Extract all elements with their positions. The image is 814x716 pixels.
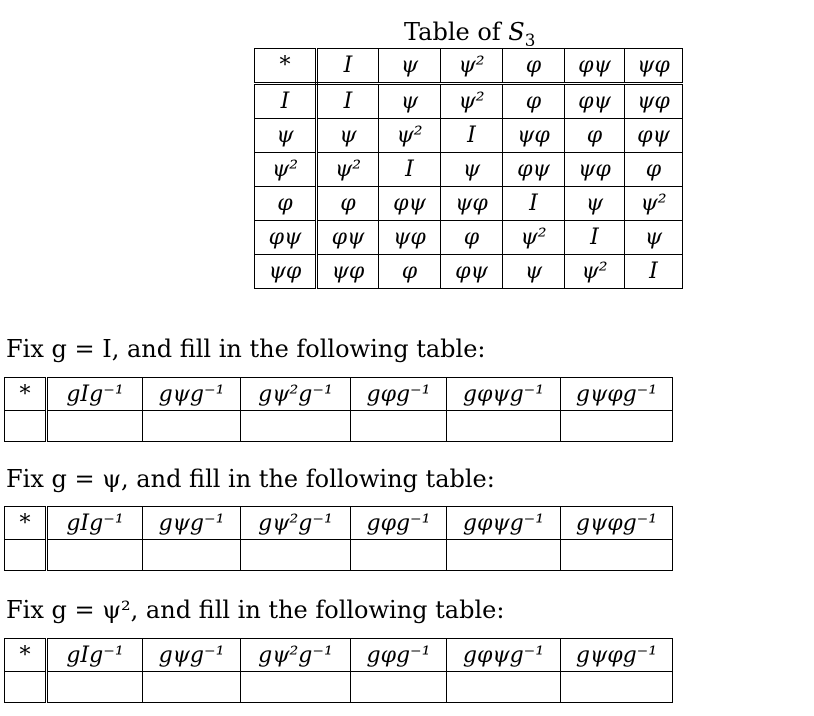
fill-header-row <box>5 507 673 540</box>
s3-row-label: ψ <box>255 119 317 153</box>
s3-cell: I <box>625 255 683 289</box>
s3-cell: ψ <box>441 153 503 187</box>
fill-header-cell: gφψg⁻¹ <box>447 507 561 540</box>
fill-table-2 <box>4 506 673 571</box>
answer-cell[interactable] <box>447 672 561 703</box>
fill-header-cell: gψφg⁻¹ <box>561 639 673 672</box>
fill-header-op: * <box>5 378 47 411</box>
s3-cell: ψ² <box>625 187 683 221</box>
instruction-3: Fix g = ψ², and fill in the following table: <box>6 596 505 624</box>
s3-row-label: φ <box>255 187 317 221</box>
answer-cell[interactable] <box>447 411 561 442</box>
s3-row <box>255 221 683 255</box>
s3-header-cell: * <box>255 49 317 84</box>
answer-cell[interactable] <box>5 540 47 571</box>
title-prefix: Table of <box>404 18 509 46</box>
fill-header-cell: gψφg⁻¹ <box>561 507 673 540</box>
fill-header-op: * <box>5 507 47 540</box>
group-subscript: 3 <box>524 29 536 50</box>
fill-header-cell: gψ²g⁻¹ <box>241 378 351 411</box>
s3-cell: φψ <box>625 119 683 153</box>
answer-cell[interactable] <box>241 672 351 703</box>
s3-row <box>255 84 683 119</box>
fill-header-row <box>5 378 673 411</box>
s3-cell: ψ <box>379 84 441 119</box>
s3-cell: ψ² <box>565 255 625 289</box>
fill-header-cell: gψ²g⁻¹ <box>241 507 351 540</box>
s3-cell: φψ <box>379 187 441 221</box>
fill-header-cell: gψg⁻¹ <box>143 378 241 411</box>
s3-header-cell: φ <box>503 49 565 84</box>
fill-header-cell: gφg⁻¹ <box>351 639 447 672</box>
s3-header-cell: ψ² <box>441 49 503 84</box>
fill-answer-row <box>5 411 673 442</box>
group-symbol: S <box>508 18 525 46</box>
fill-header-cell: gψg⁻¹ <box>143 507 241 540</box>
fill-answer-row <box>5 672 673 703</box>
answer-cell[interactable] <box>143 411 241 442</box>
fill-header-cell: gφg⁻¹ <box>351 507 447 540</box>
s3-row-label: ψ² <box>255 153 317 187</box>
fill-header-cell: gφψg⁻¹ <box>447 639 561 672</box>
s3-cell: ψφ <box>441 187 503 221</box>
fill-header-cell: gIg⁻¹ <box>47 639 143 672</box>
fill-header-cell: gψg⁻¹ <box>143 639 241 672</box>
s3-row <box>255 153 683 187</box>
answer-cell[interactable] <box>47 411 143 442</box>
s3-cell: ψ² <box>441 84 503 119</box>
fill-header-cell: gIg⁻¹ <box>47 378 143 411</box>
s3-header-row <box>255 49 683 84</box>
s3-row-label: I <box>255 84 317 119</box>
answer-cell[interactable] <box>5 672 47 703</box>
s3-cell: I <box>317 84 379 119</box>
s3-header-cell: φψ <box>565 49 625 84</box>
s3-header-cell: ψ <box>379 49 441 84</box>
fill-header-cell: gψ²g⁻¹ <box>241 639 351 672</box>
s3-row-label: φψ <box>255 221 317 255</box>
answer-cell[interactable] <box>5 411 47 442</box>
s3-cell: φψ <box>503 153 565 187</box>
s3-cell: φψ <box>441 255 503 289</box>
s3-cell: I <box>441 119 503 153</box>
answer-cell[interactable] <box>351 411 447 442</box>
s3-row <box>255 255 683 289</box>
s3-cell: φ <box>441 221 503 255</box>
fill-header-row <box>5 639 673 672</box>
answer-cell[interactable] <box>561 411 673 442</box>
s3-cell: ψ² <box>379 119 441 153</box>
s3-header-cell: I <box>317 49 379 84</box>
fill-header-op: * <box>5 639 47 672</box>
fill-header-cell: gφg⁻¹ <box>351 378 447 411</box>
s3-cell: φψ <box>565 84 625 119</box>
answer-cell[interactable] <box>351 672 447 703</box>
s3-row-label: ψφ <box>255 255 317 289</box>
fill-header-cell: gφψg⁻¹ <box>447 378 561 411</box>
answer-cell[interactable] <box>447 540 561 571</box>
s3-multiplication-table <box>254 48 683 289</box>
answer-cell[interactable] <box>351 540 447 571</box>
instruction-1: Fix g = I, and fill in the following table: <box>6 335 486 363</box>
s3-cell: I <box>379 153 441 187</box>
fill-header-cell: gIg⁻¹ <box>47 507 143 540</box>
s3-cell: φ <box>503 84 565 119</box>
fill-header-cell: gψφg⁻¹ <box>561 378 673 411</box>
s3-header-cell: ψφ <box>625 49 683 84</box>
answer-cell[interactable] <box>47 672 143 703</box>
s3-cell: ψ² <box>503 221 565 255</box>
s3-cell: φψ <box>317 221 379 255</box>
s3-cell: ψφ <box>625 84 683 119</box>
s3-row <box>255 187 683 221</box>
s3-cell: ψ² <box>317 153 379 187</box>
instruction-2: Fix g = ψ, and fill in the following table: <box>6 465 495 493</box>
s3-cell: ψφ <box>379 221 441 255</box>
answer-cell[interactable] <box>561 672 673 703</box>
s3-cell: ψ <box>625 221 683 255</box>
fill-table-1 <box>4 377 673 442</box>
answer-cell[interactable] <box>561 540 673 571</box>
s3-row <box>255 119 683 153</box>
answer-cell[interactable] <box>143 672 241 703</box>
s3-cell: ψ <box>565 187 625 221</box>
s3-cell: I <box>503 187 565 221</box>
answer-cell[interactable] <box>143 540 241 571</box>
s3-cell: φ <box>625 153 683 187</box>
fill-table-3 <box>4 638 673 703</box>
s3-cell: φ <box>565 119 625 153</box>
s3-cell: ψ <box>317 119 379 153</box>
s3-cell: φ <box>317 187 379 221</box>
s3-cell: I <box>565 221 625 255</box>
s3-cell: ψφ <box>565 153 625 187</box>
s3-cell: ψφ <box>503 119 565 153</box>
answer-cell[interactable] <box>47 540 143 571</box>
answer-cell[interactable] <box>241 411 351 442</box>
fill-answer-row <box>5 540 673 571</box>
answer-cell[interactable] <box>241 540 351 571</box>
s3-cell: φ <box>379 255 441 289</box>
s3-cell: ψφ <box>317 255 379 289</box>
s3-cell: ψ <box>503 255 565 289</box>
